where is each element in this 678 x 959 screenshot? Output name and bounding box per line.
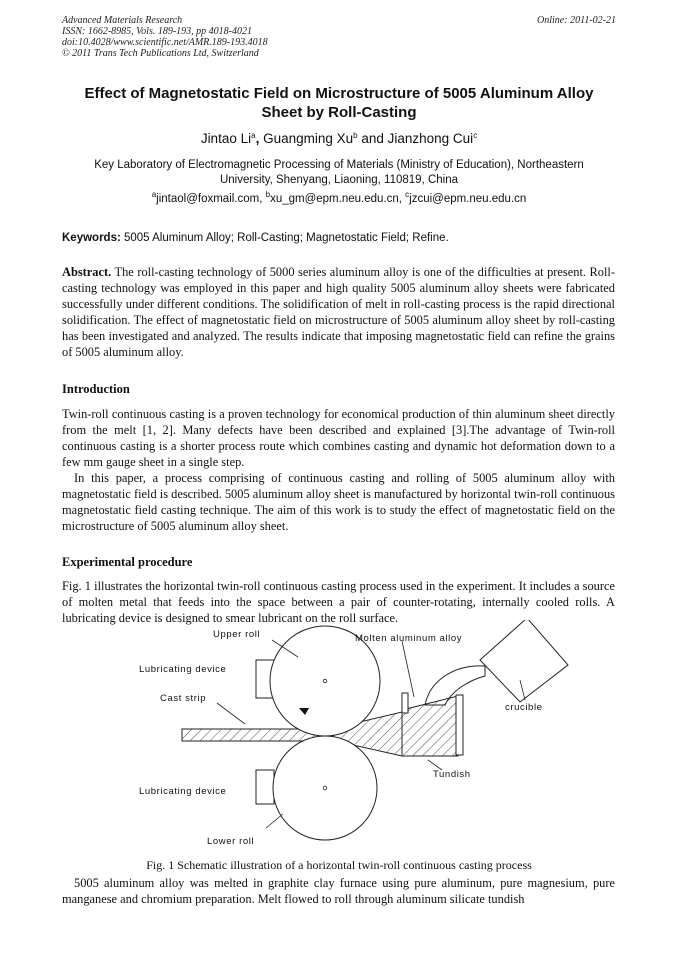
tundish-end: [456, 695, 463, 755]
author-3: Jianzhong Cui: [387, 131, 474, 146]
author-list: [62, 131, 616, 146]
issn-line: ISSN: 1662-8985, Vols. 189-193, pp 4018-4021: [62, 26, 252, 37]
abstract: [62, 264, 615, 360]
abstract-text: The roll-casting technology of 5000 series aluminum alloy is one of the difficulties at present. Roll-casting technology was employed in this paper and high quality 5005 aluminum alloy sheets were fabricated successfully under different conditions. The solidification of melt in roll-casting process is the rapid directional solidification. The effect of magnetostatic field on microstructure of 5005 aluminum alloy sheet by roll-casting has been investigated and analyzed. The results indicate that imposing magnetostatic field can refine the grains of 5005 aluminum alloy.: [62, 265, 615, 359]
author-2-sup: b: [353, 131, 358, 140]
label-molten: Molten aluminum alloy: [355, 633, 463, 644]
lubricating-device-bottom: [256, 770, 274, 804]
leader-lower-roll: [266, 814, 283, 828]
keywords-text: 5005 Aluminum Alloy; Roll-Casting; Magnetostatic Field; Refine.: [120, 232, 449, 244]
keywords: [62, 232, 616, 244]
label-lubricating-bottom: Lubricating device: [139, 786, 227, 797]
experimental-heading: Experimental procedure: [62, 555, 193, 569]
figure-1-diagram: [0, 620, 678, 860]
leader-molten: [402, 641, 414, 697]
journal-name: Advanced Materials Research: [62, 15, 183, 26]
author-2: Guangming Xu: [263, 131, 354, 146]
label-upper-roll: Upper roll: [213, 629, 261, 640]
copyright-line: © 2011 Trans Tech Publications Ltd, Switzerland: [62, 48, 259, 59]
email-2[interactable]: xu_gm@epm.neu.edu.cn,: [270, 193, 406, 205]
experimental-paragraph-1: Fig. 1 illustrates the horizontal twin-roll continuous casting process used in the experiment. It includes a source of molten metal that feeds into the space between a pair of counter-rotating, internally cooled rolls. A lubricating device is designed to smear lubricant on the roll surface.: [62, 579, 615, 625]
email-1-sup: a: [151, 190, 157, 199]
author-1-sup: a: [251, 131, 256, 140]
email-3-sup: c: [405, 190, 410, 199]
lower-roll-circle: [273, 736, 377, 840]
tundish-wall: [402, 693, 408, 713]
author-1: Jintao Li: [200, 131, 252, 146]
label-lower-roll: Lower roll: [207, 836, 255, 847]
label-tundish: Tundish: [433, 769, 471, 780]
title-line-2: Sheet by Roll-Casting: [261, 104, 417, 121]
crucible-shape: [480, 620, 568, 702]
email-1[interactable]: jintaol@foxmail.com,: [156, 193, 266, 205]
intro-paragraph-1: Twin-roll continuous casting is a proven technology for economical production of thin aluminum sheet directly from the melt [1, 2]. Many defects have been described and explained [3].The advantage of Twin-roll continuous casting is a shorter process route which combines casting and dynamic hot deformation down to a few mm gauge sheet in a single step.: [62, 407, 615, 469]
intro-paragraph-2: In this paper, a process comprising of continuous casting and rolling of 5005 aluminum alloy with magnetostatic field is described. 5005 aluminum alloy sheet is manufactured by horizontal twin-roll continuous magnetostatic field casting technique. The aim of this work is to study the effect of magnetostatic field on the microstructure of 5005 aluminum alloy sheet.: [62, 471, 615, 533]
tundish-body: [402, 696, 458, 756]
journal-header: [62, 15, 268, 59]
leader-cast-strip: [217, 703, 245, 724]
label-lubricating-top: Lubricating device: [139, 664, 227, 675]
author-conj: and: [357, 131, 388, 146]
keywords-label: Keywords:: [62, 232, 121, 244]
affiliation: [62, 158, 616, 188]
email-3[interactable]: jzcui@epm.neu.edu.cn: [409, 193, 527, 205]
label-cast-strip: Cast strip: [160, 693, 207, 704]
author-emails: [62, 190, 616, 205]
introduction-heading: Introduction: [62, 382, 130, 396]
affiliation-line-2: University, Shenyang, Liaoning, 110819, China: [219, 174, 459, 186]
author-sep: ,: [255, 131, 264, 146]
doi-line: doi:10.4028/www.scientific.net/AMR.189-193.4018: [62, 37, 268, 48]
affiliation-line-1: Key Laboratory of Electromagnetic Processing of Materials (Ministry of Education), Northeastern: [94, 159, 584, 171]
experimental-paragraph-2: 5005 aluminum alloy was melted in graphite clay furnace using pure aluminum, pure magnesium, pure manganese and chromium preparation. Melt flowed to roll through aluminum silicate tundish: [62, 876, 615, 906]
figure-1-caption: Fig. 1 Schematic illustration of a horizontal twin-roll continuous casting process: [146, 858, 532, 872]
title-line-1: Effect of Magnetostatic Field on Microstructure of 5005 Aluminum Alloy: [84, 85, 594, 102]
online-date: Online: 2011-02-21: [537, 15, 616, 26]
abstract-label: Abstract.: [62, 265, 112, 279]
paper-title: [62, 84, 616, 122]
label-crucible: crucible: [505, 702, 543, 713]
email-2-sup: b: [265, 190, 271, 199]
author-3-sup: c: [473, 131, 478, 140]
